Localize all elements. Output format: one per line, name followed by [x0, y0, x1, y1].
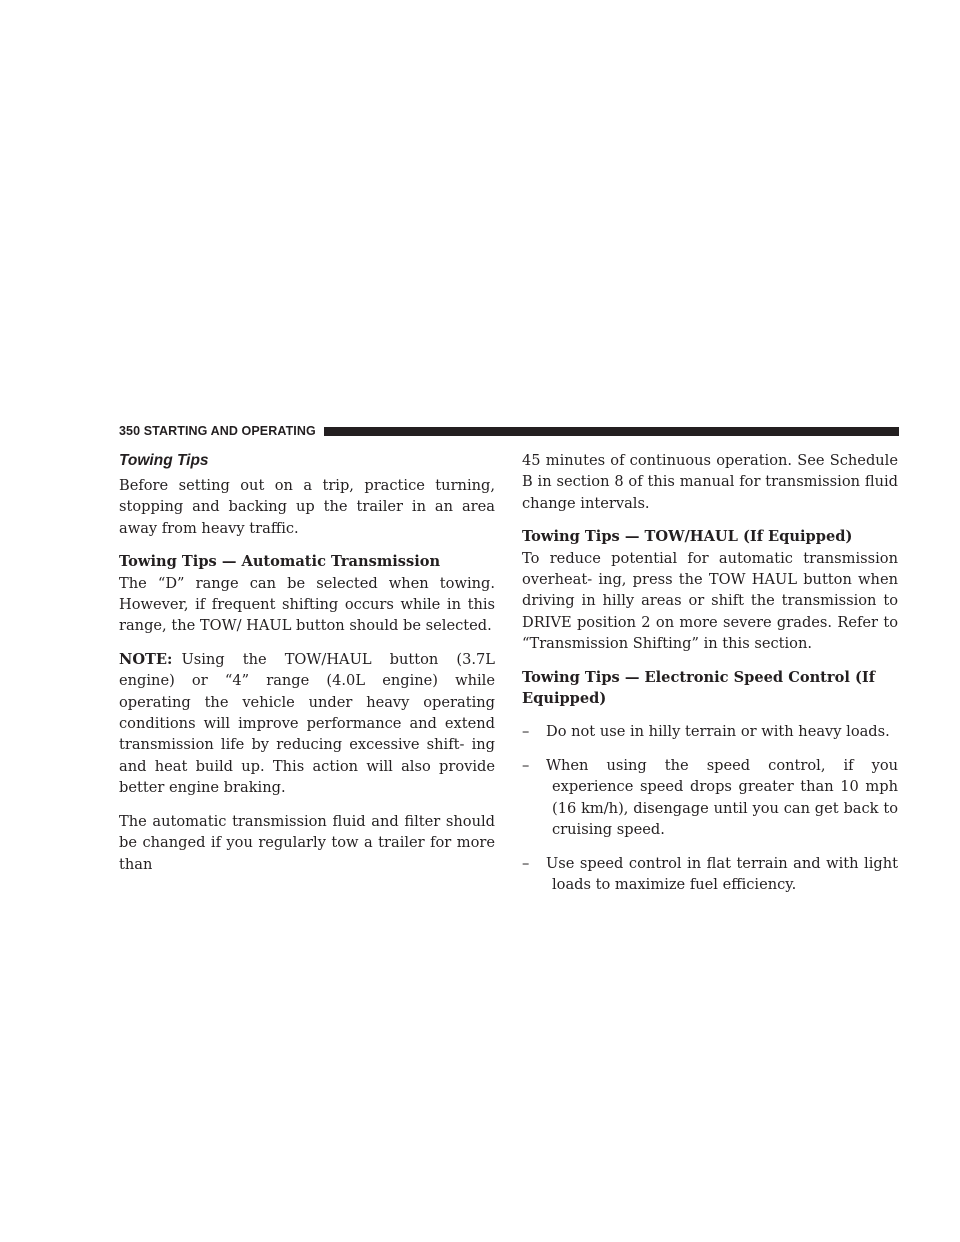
dash-bullet: –: [522, 756, 530, 774]
note-label: NOTE:: [119, 650, 173, 668]
automatic-transmission-paragraph: The “D” range can be selected when towing. However, if frequent shifting occurs while in this range, the TOW/ HAUL button should be selected.: [119, 574, 495, 635]
right-column: [522, 450, 898, 907]
list-item: [522, 853, 898, 896]
subheading-automatic-transmission: Towing Tips — Automatic Transmission: [119, 553, 441, 571]
list-item-text: When using the speed control, if you experience speed drops greater than 10 mph (16 km/h), disengage until you can get back to cruising speed.: [546, 756, 898, 839]
intro-paragraph: Before setting out on a trip, practice turning, stopping and backing up the trailer in an area away from heavy traffic.: [119, 477, 495, 537]
header-rule: [324, 427, 899, 436]
list-item: [522, 755, 898, 841]
speed-control-list: [522, 721, 898, 895]
list-item-text: Use speed control in flat terrain and with light loads to maximize fuel efficiency.: [546, 854, 898, 893]
page-header-label: 350 STARTING AND OPERATING: [119, 424, 316, 438]
dash-bullet: –: [522, 723, 530, 741]
list-item-text: Do not use in hilly terrain or with heavy loads.: [546, 723, 890, 741]
section-heading: Towing Tips: [119, 452, 209, 469]
left-column: [119, 450, 495, 887]
note-paragraph: [119, 649, 495, 799]
dash-bullet: –: [522, 854, 530, 872]
list-item: [522, 721, 898, 742]
tow-haul-paragraph: To reduce potential for automatic transmission overheat- ing, press the TOW HAUL button when driving in hilly areas or shift the transmission to DRIVE position 2 on more severe grades. Refer to “Transmission Shifting” in this section.: [522, 549, 898, 653]
page-header: [119, 422, 899, 440]
subheading-speed-control: Towing Tips — Electronic Speed Control (If Equipped): [522, 668, 875, 708]
note-text: Using the TOW/HAUL button (3.7L engine) or “4” range (4.0L engine) while operating the vehicle under heavy operating conditions will improve performance and extend transmission life by reducing excessive shift- ing and heat build up. This action will also provide better engine braking.: [119, 650, 495, 797]
fluid-paragraph: The automatic transmission fluid and filter should be changed if you regularly tow a trailer for more than: [119, 812, 495, 873]
fluid-paragraph-continued: 45 minutes of continuous operation. See Schedule B in section 8 of this manual for transmission fluid change intervals.: [522, 452, 898, 512]
subheading-tow-haul: Towing Tips — TOW/HAUL (If Equipped): [522, 528, 853, 546]
